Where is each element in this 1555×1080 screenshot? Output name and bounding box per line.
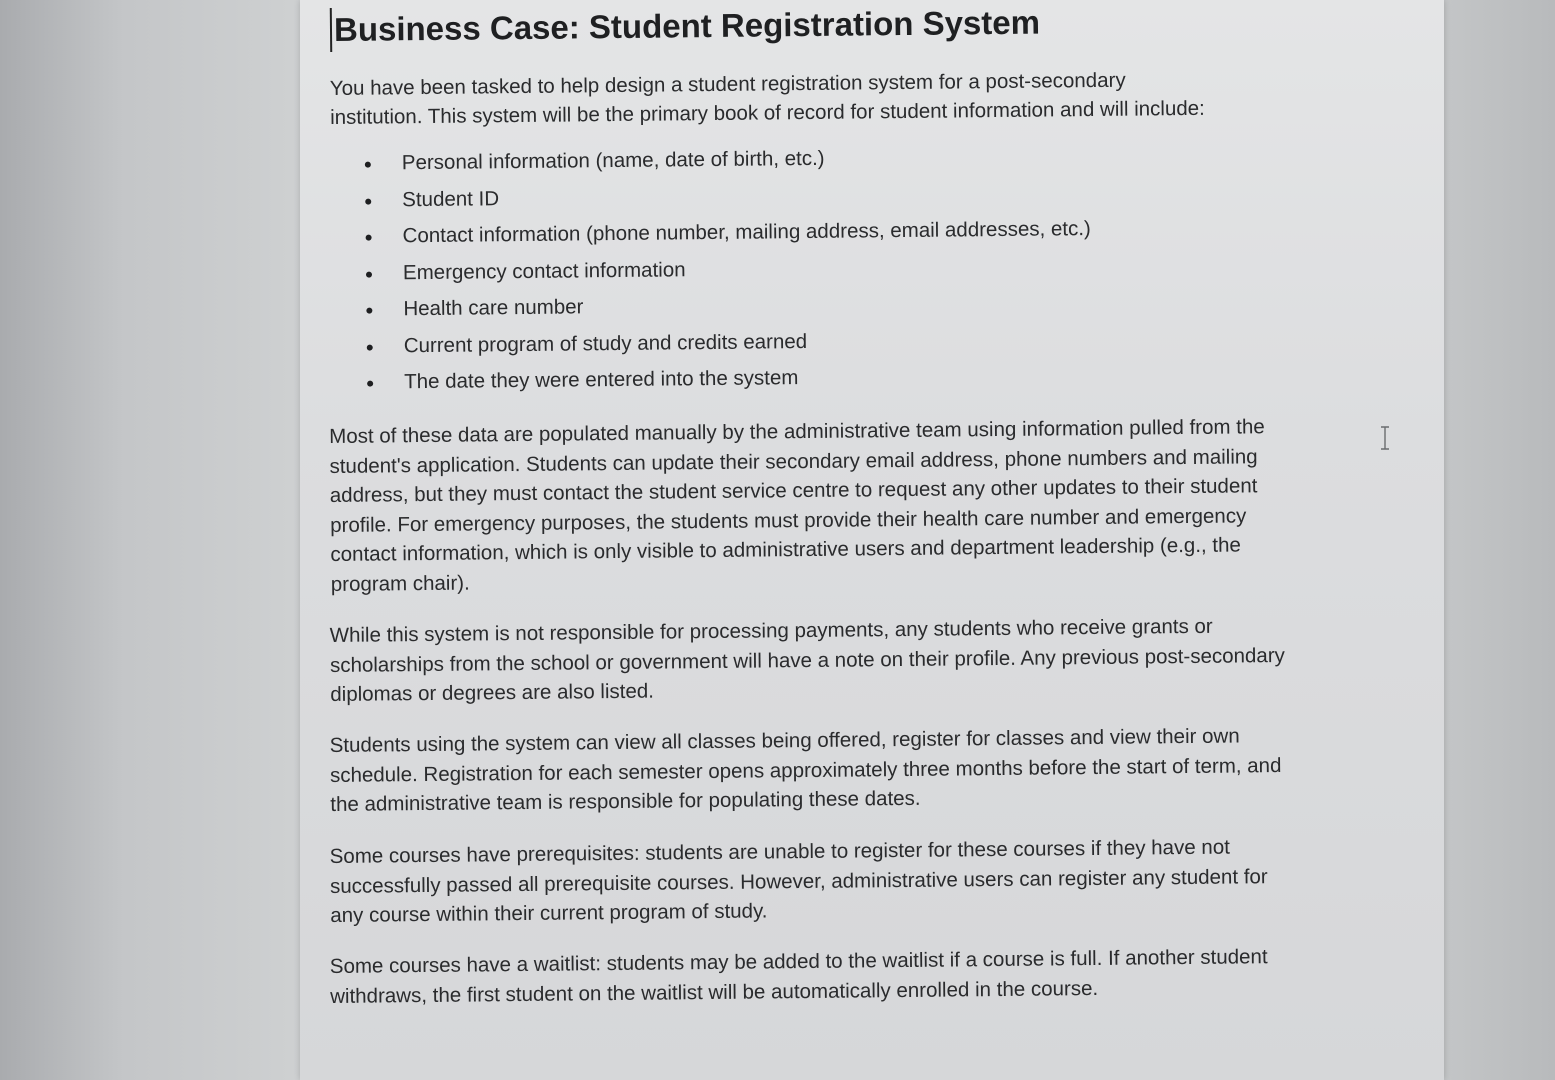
list-item-text: The date they were entered into the system — [404, 366, 799, 394]
body-paragraph[interactable]: Students using the system can view all classes being offered, register for classes and view their own schedule. Registration for each semester opens approximately three months before the start of term, and the administrative team is responsible for populating these dates. — [329, 724, 1282, 816]
body-paragraph[interactable]: While this system is not responsible for processing payments, any students who receive grants or scholarships from the school or government will have a note on their profile. Any previous post-secondary diplomas or degrees are also listed. — [329, 614, 1285, 706]
body-paragraph[interactable]: Some courses have a waitlist: students may be added to the waitlist if a course is full. If another student withdraws, the first student on the waitlist will be automatically enrolled in the course. — [329, 945, 1268, 1008]
list-item-text: Personal information (name, date of birth, etc.) — [401, 146, 825, 175]
document-content — [329, 3, 1300, 1011]
document-title[interactable]: Business Case: Student Registration System — [330, 0, 1300, 52]
bullet-icon — [366, 235, 372, 241]
list-item-text: Emergency contact information — [402, 257, 686, 284]
list-item-text: Contact information (phone number, mailing address, email addresses, etc.) — [402, 217, 1091, 248]
body-paragraph[interactable]: Some courses have prerequisites: students are unable to register for these courses if they have not successfully passed all prerequisite courses. However, administrative users can register any student for any course within their current program of study. — [329, 835, 1268, 927]
body-paragraph[interactable]: Most of these data are populated manually by the administrative team using information pulled from the student's application. Students can update their secondary email address, phone numbers and mailing address, but they must contact the student service centre to request any other updates to their student profile. For emergency purposes, the students must provide their health care number and emergency contact information, which is only visible to administrative users and department leadership (e.g., the program chair). — [329, 414, 1265, 595]
intro-paragraph[interactable]: You have been tasked to help design a student registration system for a post-secondary institution. This system will be the primary book of record for student information and will include: — [329, 68, 1205, 129]
bullet-icon — [365, 162, 371, 168]
list-item-text: Health care number — [403, 295, 584, 321]
bullet-icon — [366, 308, 372, 314]
bullet-icon — [367, 344, 373, 350]
requirements-list — [329, 136, 1302, 402]
list-item-text: Current program of study and credits earned — [403, 329, 808, 357]
document-page — [300, 0, 1444, 1080]
bullet-icon — [367, 381, 373, 387]
bullet-icon — [366, 271, 372, 277]
bullet-icon — [365, 198, 371, 204]
list-item-text: Student ID — [402, 186, 500, 211]
text-cursor-icon — [1378, 426, 1392, 450]
